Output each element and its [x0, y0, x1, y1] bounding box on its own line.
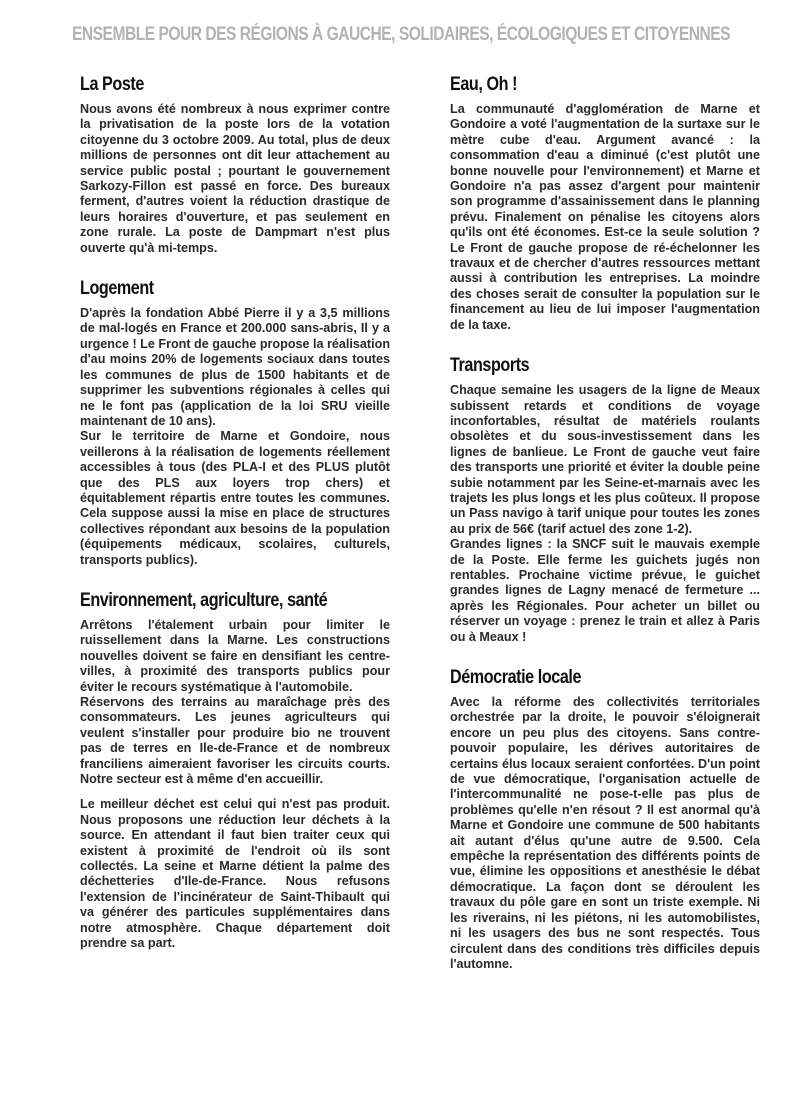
section-logement: [80, 278, 390, 568]
section-environnement: [80, 590, 390, 952]
section-eau: [450, 74, 760, 333]
section-la-poste: [80, 74, 390, 256]
paragraph: Arrêtons l'étalement urbain pour limiter le ruissellement dans la Marne. Les constructions nouvelles doivent se faire en densifiant les centre-villes, à proximité des transports publics pour éviter le recours systématique à l'automobile.: [80, 617, 390, 694]
paragraph: Sur le territoire de Marne et Gondoire, nous veillerons à la réalisation de logements réellement accessibles à tous (des PLA-I et des PLUS plutôt que des PLS aux loyers trop chers) et équitablement répartis entre toutes les communes. Cela suppose aussi la mise en place de structures collectives répondant aux besoins de la population (équipements médicaux, scolaires, culturels, transports publics).: [80, 429, 390, 567]
heading-transports: Transports: [450, 355, 530, 377]
right-column: [450, 74, 760, 994]
section-transports: [450, 355, 760, 645]
paragraph: Chaque semaine les usagers de la ligne de Meaux subissent retards et conditions de voyage inconfortables, résultat de matériels roulants obsolètes et du sous-investissement dans les lignes de banlieue. Le Front de gauche veut faire des transports une priorité et éviter la double peine subie notamment par les Seine-et-marnais avec les trajets les plus longs et les plus coûteux. Il propose un Pass navigo à tarif unique pour toutes les zones au prix de 56€ (tarif actuel des zone 1-2).: [450, 383, 760, 536]
paragraph: Grandes lignes : la SNCF suit le mauvais exemple de la Poste. Elle ferme les guichets jugés non rentables. Prochaine victime prévue, le guichet grandes lignes de Lagny menacé de fermeture ... après les Régionales. Pour acheter un billet ou réserver un voyage : prenez le train et allez à Paris ou à Meaux !: [450, 537, 760, 644]
left-column: [80, 74, 390, 974]
heading-la-poste: La Poste: [80, 74, 144, 95]
heading-democratie-locale: Démocratie locale: [450, 667, 582, 688]
section-democratie-locale: [450, 667, 760, 972]
heading-logement: Logement: [80, 278, 154, 300]
heading-eau: Eau, Oh !: [450, 74, 518, 95]
paragraph: Nous avons été nombreux à nous exprimer contre la privatisation de la poste lors de la votation citoyenne du 3 octobre 2009. Au total, plus de deux millions de personnes ont dit leur attachement au service public postal ; pourtant le gouvernement Sarkozy-Fillon est passé en force. Des bureaux ferment, d'autres voient la réduction drastique de leurs horaires d'ouverture, et pas seulement en zone rurale. La poste de Dampmart n'est plus ouverte qu'à mi-temps.: [80, 102, 390, 255]
paragraph: D'après la fondation Abbé Pierre il y a 3,5 millions de mal-logés en France et 200.000 sans-abris, Il y a urgence ! Le Front de gauche propose la réalisation d'au moins 20% de logements sociaux dans toutes les communes de plus de 1500 habitants et de supprimer les subventions régionales à celles qui ne le font pas (application de la loi SRU vieille maintenant de 10 ans).: [80, 306, 391, 428]
heading-environnement: Environnement, agriculture, santé: [80, 589, 328, 611]
paragraph: La communauté d'agglomération de Marne et Gondoire a voté l'augmentation de la surtaxe sur le mètre cube d'eau. Argument avancé : la consommation d'eau a diminué (c'est plutôt une bonne nouvelle pour l'environnement) et Marne et Gondoire n'a pas assez d'argent pour maintenir son programme d'assainissement dans le planning prévu. Finalement on pénalise les citoyens alors qu'ils ont été économes. Est-ce la seule solution ? Le Front de gauche propose de ré-échelonner les travaux et de chercher d'autres ressources mettant aussi à contribution les entreprises. La moindre des choses serait de consulter la population sur le financement au lieu de lui imposer l'augmentation de la taxe.: [450, 102, 760, 332]
paragraph: Avec la réforme des collectivités territoriales orchestrée par la droite, le pouvoir s'éloignerait encore un peu plus des citoyens. Sans contre-pouvoir populaire, les dérives autoritaires de certains élus locaux seraient confortées. D'un point de vue démocratique, l'organisation actuelle de l'intercommunalité ne pose-t-elle pas plus de problèmes qu'elle n'en résout ? Il est anormal qu'à Marne et Gondoire une commune de 500 habitants ait autant d'élus qu'une autre de 9.500. Cela empêche la représentation des différents points de vue, élimine les oppositions et anesthésie le débat démocratique. La façon dont se déroulent les travaux du pôle gare en sont un triste exemple. Ni les riverains, ni les piétons, ni les automobilistes, ni les usagers des bus ne sont respectés. Tous circulent dans des conditions très difficiles depuis l'automne.: [450, 695, 760, 971]
paragraph: Le meilleur déchet est celui qui n'est pas produit. Nous proposons une réduction leur déchets à la source. En attendant il faut bien traiter ceux qui existent à proximité de l'endroit où ils sont collectés. La seine et Marne détient la palme des déchetteries d'Ile-de-France. Nous refusons l'extension de l'incinérateur de Saint-Thibault qui va générer des particules supplémentaires dans notre atmosphère. Chaque département doit prendre sa part.: [80, 797, 390, 951]
page-banner: ENSEMBLE POUR DES RÉGIONS À GAUCHE, SOLIDAIRES, ÉCOLOGIQUES ET CITOYENNES: [72, 24, 731, 45]
paragraph: Réservons des terrains au maraîchage près des consommateurs. Les jeunes agriculteurs qui veulent s'installer pour produire bio ne trouvent pas de terres en Ile-de-France et de nombreux franciliens aimeraient favoriser les circuits courts. Notre secteur est à même d'en accueillir.: [80, 695, 390, 787]
